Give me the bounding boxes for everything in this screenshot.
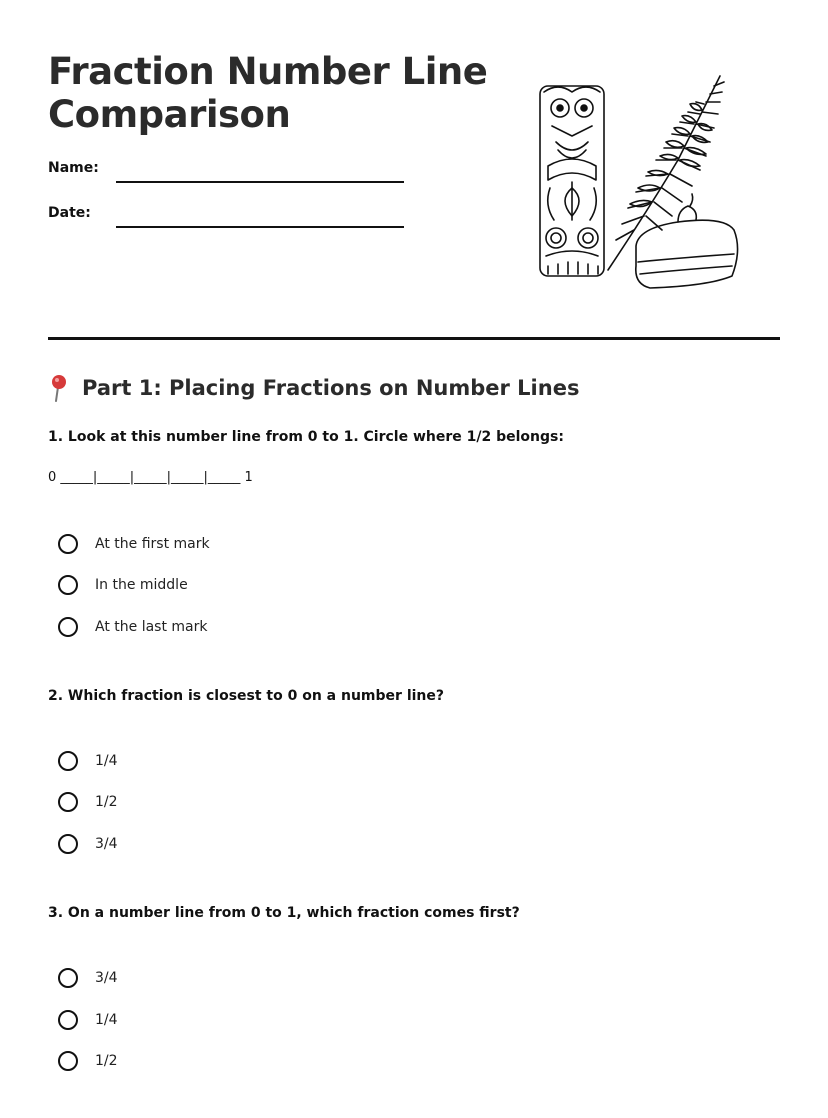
option-label: 1/4 — [95, 753, 118, 769]
q2-option-2[interactable] — [58, 790, 118, 814]
name-label: Name: — [48, 160, 99, 176]
option-label: 1/2 — [95, 794, 118, 810]
q3-option-2[interactable] — [58, 1008, 118, 1032]
radio-button[interactable] — [58, 617, 78, 637]
radio-button[interactable] — [58, 534, 78, 554]
question-1-prompt: 1. Look at this number line from 0 to 1. Circle where 1/2 belongs: — [48, 429, 564, 445]
q1-option-3[interactable] — [58, 615, 207, 639]
radio-button[interactable] — [58, 968, 78, 988]
date-label: Date: — [48, 205, 91, 221]
q1-option-2[interactable] — [58, 573, 188, 597]
option-label: At the last mark — [95, 619, 208, 635]
date-field[interactable] — [116, 226, 404, 228]
name-field[interactable] — [116, 181, 404, 183]
section-title-text: Part 1: Placing Fractions on Number Lines — [82, 376, 580, 400]
q3-option-1[interactable] — [58, 966, 118, 990]
radio-button[interactable] — [58, 1010, 78, 1030]
option-label: In the middle — [95, 577, 188, 593]
radio-button[interactable] — [58, 792, 78, 812]
fern-icon — [608, 76, 724, 270]
radio-button[interactable] — [58, 751, 78, 771]
worksheet-title: Fraction Number Line Comparison — [48, 50, 488, 136]
tiki-and-fern-illustration — [528, 70, 750, 298]
option-label: 3/4 — [95, 836, 118, 852]
option-label: 1/2 — [95, 1053, 118, 1069]
radio-button[interactable] — [58, 1051, 78, 1071]
q2-option-1[interactable] — [58, 749, 118, 773]
section-heading — [48, 374, 579, 402]
header-divider — [48, 337, 780, 340]
radio-button[interactable] — [58, 834, 78, 854]
q1-option-1[interactable] — [58, 532, 210, 556]
question-3-prompt: 3. On a number line from 0 to 1, which fraction comes first? — [48, 905, 520, 921]
option-label: At the first mark — [95, 536, 210, 552]
radio-button[interactable] — [58, 575, 78, 595]
pushpin-icon — [48, 374, 70, 402]
carved-pole-icon — [540, 86, 604, 276]
q3-option-3[interactable] — [58, 1049, 118, 1073]
number-line: 0 _____|_____|_____|_____|_____ 1 — [48, 470, 253, 485]
q2-option-3[interactable] — [58, 832, 118, 856]
question-2-prompt: 2. Which fraction is closest to 0 on a number line? — [48, 688, 444, 704]
option-label: 3/4 — [95, 970, 118, 986]
option-label: 1/4 — [95, 1012, 118, 1028]
cake-icon — [636, 194, 738, 288]
